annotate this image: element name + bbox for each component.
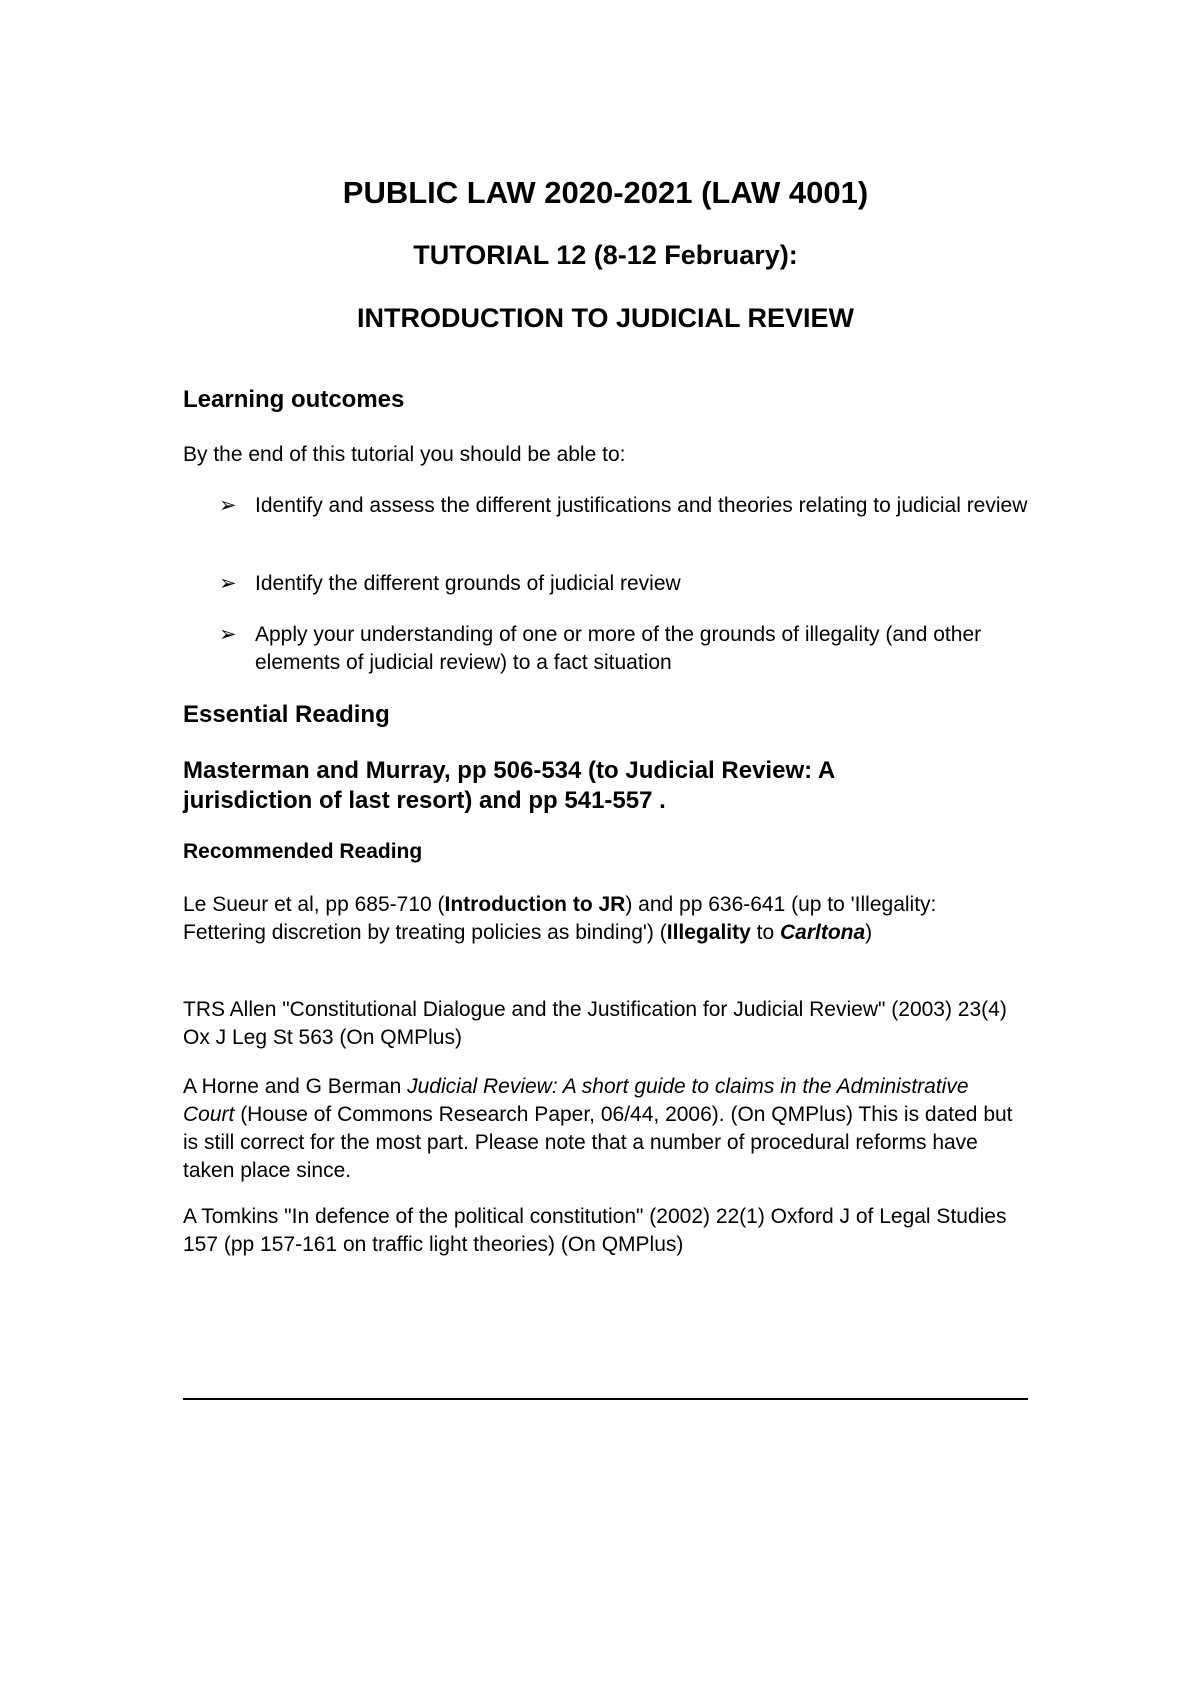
arrow-bullet-icon: ➢ xyxy=(219,572,237,595)
essential-reading-text xyxy=(183,756,863,816)
reading-text: ) xyxy=(865,921,873,944)
tutorial-title: TUTORIAL 12 (8-12 February): xyxy=(413,240,798,270)
arrow-bullet-icon: ➢ xyxy=(219,623,237,646)
learning-outcome-text: Identify the different grounds of judicial review xyxy=(255,572,681,595)
learning-outcome-text: Identify and assess the different justifications and theories relating to judicial review xyxy=(255,494,1028,517)
reading-item-le-sueur xyxy=(183,891,1013,947)
reading-title-italic: Judicial Review: A short guide to claims in the Administrative Court xyxy=(183,1075,969,1126)
learning-outcome-text: Apply your understanding of one or more of the grounds of illegality (and other elements of judicial review) to a fact situation xyxy=(255,623,982,674)
reading-text: to xyxy=(750,921,780,944)
reading-text: A Horne and G Berman xyxy=(183,1075,408,1098)
essential-reading-emphasis: Judicial Review: A jurisdiction of last resort xyxy=(183,757,835,814)
learning-outcome-item xyxy=(219,621,1045,677)
recommended-reading-heading: Recommended Reading xyxy=(183,840,423,863)
reading-item-tomkins: A Tomkins "In defence of the political constitution" (2002) 22(1) Oxford J of Legal Studies 157 (pp 157-161 on traffic light theories) (On QMPlus) xyxy=(183,1205,1007,1256)
reading-emphasis-case: Carltona xyxy=(779,921,866,944)
arrow-bullet-icon: ➢ xyxy=(219,494,237,517)
reading-text: Le Sueur et al, pp 685-710 ( xyxy=(183,893,445,916)
essential-reading-heading: Essential Reading xyxy=(183,701,390,728)
essential-reading-part: ) and pp 541-557 . xyxy=(464,787,666,814)
horizontal-rule xyxy=(183,1398,1028,1400)
reading-text: ) and pp 636-641 (up to 'Illegality: Fettering discretion by treating policies as binding') ( xyxy=(183,893,937,944)
topic-title: INTRODUCTION TO JUDICIAL REVIEW xyxy=(356,303,855,333)
reading-item-allen: TRS Allen "Constitutional Dialogue and the Justification for Judicial Review" (2003) 23(4) Ox J Leg St 563 (On QMPlus) xyxy=(183,998,1007,1049)
learning-outcomes-heading: Learning outcomes xyxy=(183,386,405,413)
learning-outcome-item xyxy=(219,492,1045,520)
learning-outcomes-intro: By the end of this tutorial you should be able to: xyxy=(183,443,626,466)
reading-text: (House of Commons Research Paper, 06/44, 2006). (On QMPlus) This is dated but is still correct for the most part. Please note that a number of procedural reforms have taken place since. xyxy=(183,1103,1013,1182)
essential-reading-part: Masterman and Murray, pp 506-534 (to xyxy=(183,757,626,784)
learning-outcome-item xyxy=(219,570,1045,598)
course-title: PUBLIC LAW 2020-2021 (LAW 4001) xyxy=(342,175,869,210)
reading-emphasis: Illegality xyxy=(666,921,751,944)
reading-item-horne xyxy=(183,1073,1013,1185)
reading-emphasis: Introduction to JR xyxy=(444,893,626,916)
